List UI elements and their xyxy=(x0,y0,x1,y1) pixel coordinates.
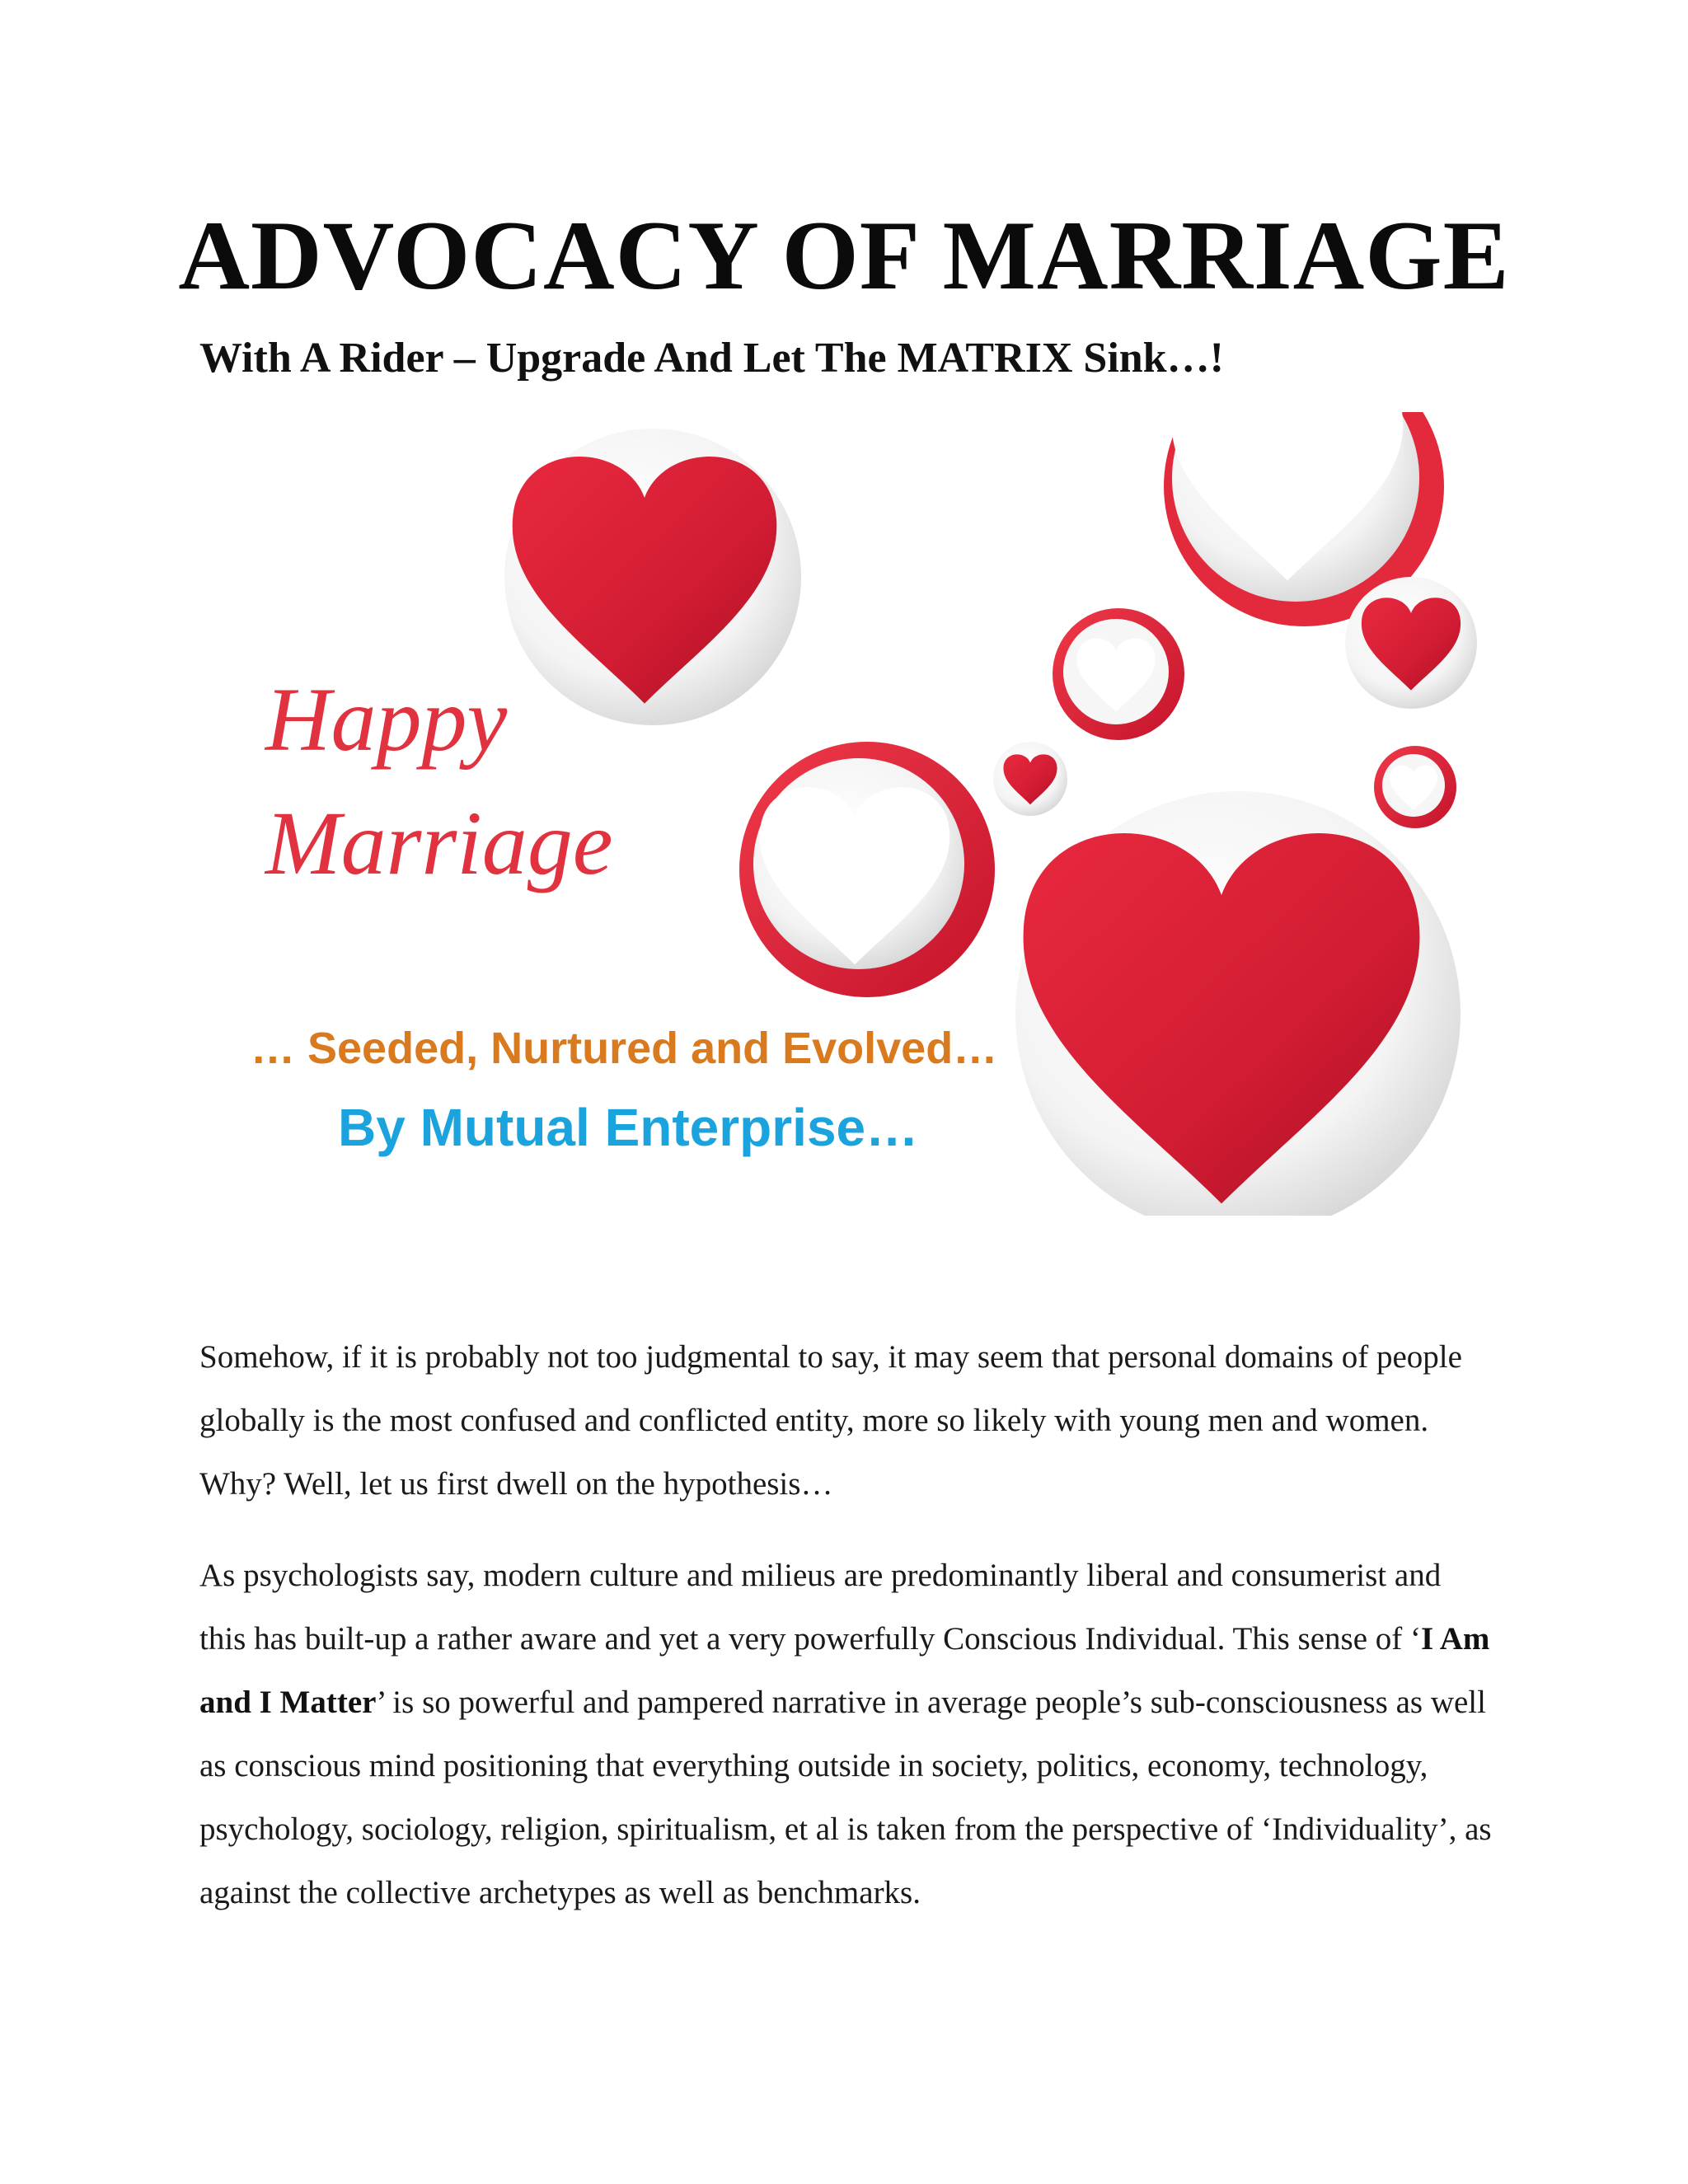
banner-heading-line2: Marriage xyxy=(265,793,613,893)
paragraph-2-emphasis: I Am and I Matter xyxy=(199,1621,1490,1720)
page-title: ADVOCACY OF MARRIAGE xyxy=(178,200,1510,310)
happy-marriage-banner xyxy=(199,412,1489,1216)
banner-tagline-2: By Mutual Enterprise… xyxy=(338,1098,919,1157)
hearts-illustration xyxy=(199,412,1489,1216)
heart-disc-large-top xyxy=(504,429,801,725)
banner-tagline-1: … Seeded, Nurtured and Evolved… xyxy=(251,1024,998,1073)
heart-disc-small-right xyxy=(1345,577,1477,709)
banner-heading-line1: Happy xyxy=(265,669,508,770)
page-subtitle: With A Rider – Upgrade And Let The MATRIX Sink…! xyxy=(199,335,1224,382)
heart-ring-medium-left xyxy=(739,742,995,997)
paragraph-1: Somehow, if it is probably not too judgmental to say, it may seem that personal domains of people globally is the most confused and conflicted entity, more so likely with young men and women. Why? Well, let us first dwell on the hypothesis… xyxy=(199,1339,1462,1502)
heart-ring-tiny-right xyxy=(1374,746,1456,828)
paragraph-2-text-after: ’ is so powerful and pampered narrative in average people’s sub-consciousness as well as conscious mind positioning that everything outside in society, politics, economy, technology, psychology, sociology, religion, spiritualism, et al is taken from the perspective of ‘Individuality’, as against the collective archetypes as well as benchmarks. xyxy=(199,1685,1492,1910)
paragraph-2-text-before: As psychologists say, modern culture and milieus are predominantly liberal and consumerist and this has built-up a rather aware and yet a very powerfully Conscious Individual. This sense of ‘ xyxy=(199,1558,1442,1657)
heart-ring-small-middle xyxy=(1053,608,1184,740)
paragraph-2 xyxy=(199,1544,1493,1924)
heart-disc-large-bottom xyxy=(1015,791,1461,1216)
heart-disc-tiny xyxy=(993,742,1067,816)
